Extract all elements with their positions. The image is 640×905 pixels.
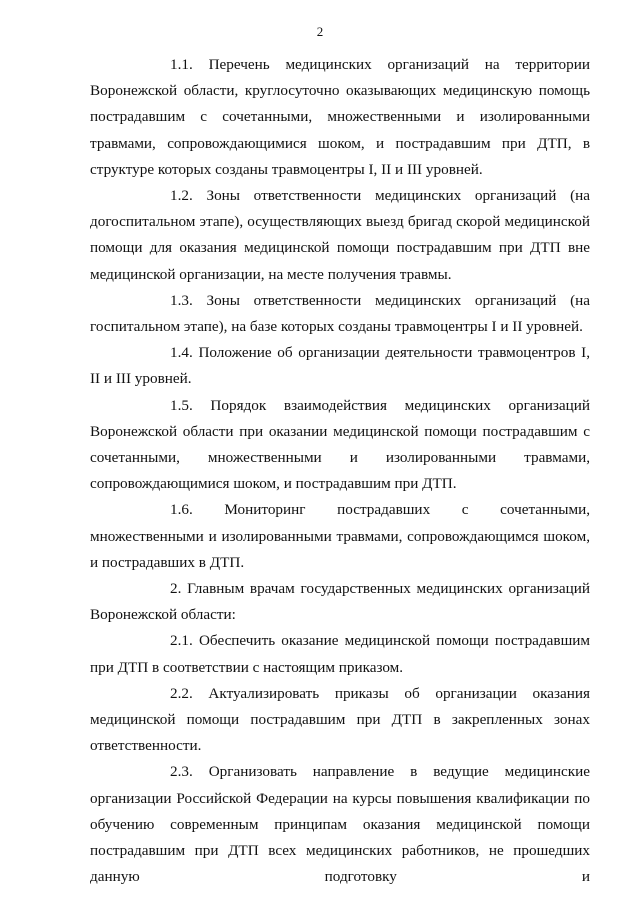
paragraph-2-2 [90,681,590,760]
paragraph-2 [90,576,590,628]
paragraph-number: 1.3. [170,291,193,309]
paragraph-number: 1.4. [170,344,193,362]
paragraph-number: 1.1. [170,56,193,73]
paragraph-1-6 [90,497,590,576]
paragraph-1-4 [90,340,590,392]
paragraph-number: 1.6. [170,501,193,519]
paragraph-text: Положение об организации деятельности травмоцентров I, II и III уровней. [90,344,590,388]
paragraph-text: Организовать направление в ведущие медицинские организации Российской Федерации на курсы повышения квалификации по обучению современным принципам оказания медицинской помощи пострадавшим при ДТП всех медицинских работников, не прошедших данную подготовку и [90,763,590,886]
paragraph-number: 2.1. [170,632,193,650]
paragraph-text: Главным врачам государственных медицинских организаций Воронежской области: [90,580,591,624]
page-number: 2 [316,24,324,39]
paragraph-text: Порядок взаимодействия медицинских организаций Воронежской области при оказании медицинской помощи пострадавшим с сочетанными, множественными и изолированными травмами, сопровождающимися шоком, и пострадавшим при ДТП. [90,396,591,493]
document-body [90,52,590,891]
paragraph-text: Мониторинг пострадавших с сочетанными, множественными и изолированными травмами, сопровождающимся шоком, и пострадавших в ДТП. [90,501,591,571]
paragraph-text: Перечень медицинских организаций на территории Воронежской области, круглосуточно оказывающих медицинскую помощь пострадавшим с сочетанными, множественными и изолированными травмами, сопровождающимися шоком, и пострадавшим при ДТП, в структуре которых созданы травмоцентры I, II и III уровней. [90,56,590,178]
paragraph-2-1 [90,628,590,680]
paragraph-number: 1.5. [170,396,193,414]
paragraph-number: 2. [170,580,182,598]
paragraph-text: Зоны ответственности медицинских организаций (на догоспитальном этапе), осуществляющих выезд бригад скорой медицинской помощи для оказания медицинской помощи пострадавшим при ДТП вне медицинской организации, на месте получения травмы. [90,187,591,283]
paragraph-1-1 [90,52,590,183]
paragraph-number: 2.3. [170,763,193,781]
paragraph-1-3 [90,288,590,340]
paragraph-2-3 [90,759,590,890]
paragraph-text: Обеспечить оказание медицинской помощи пострадавшим при ДТП в соответствии с настоящим приказом. [90,632,590,676]
paragraph-number: 1.2. [170,187,193,205]
paragraph-1-5 [90,393,590,498]
paragraph-text: Актуализировать приказы об организации оказания медицинской помощи пострадавшим при ДТП в закрепленных зонах ответственности. [90,684,590,755]
paragraph-text: Зоны ответственности медицинских организаций (на госпитальном этапе), на базе которых созданы травмоцентры I и II уровней. [90,291,591,336]
paragraph-number: 2.2. [170,684,193,702]
paragraph-1-2 [90,183,590,288]
